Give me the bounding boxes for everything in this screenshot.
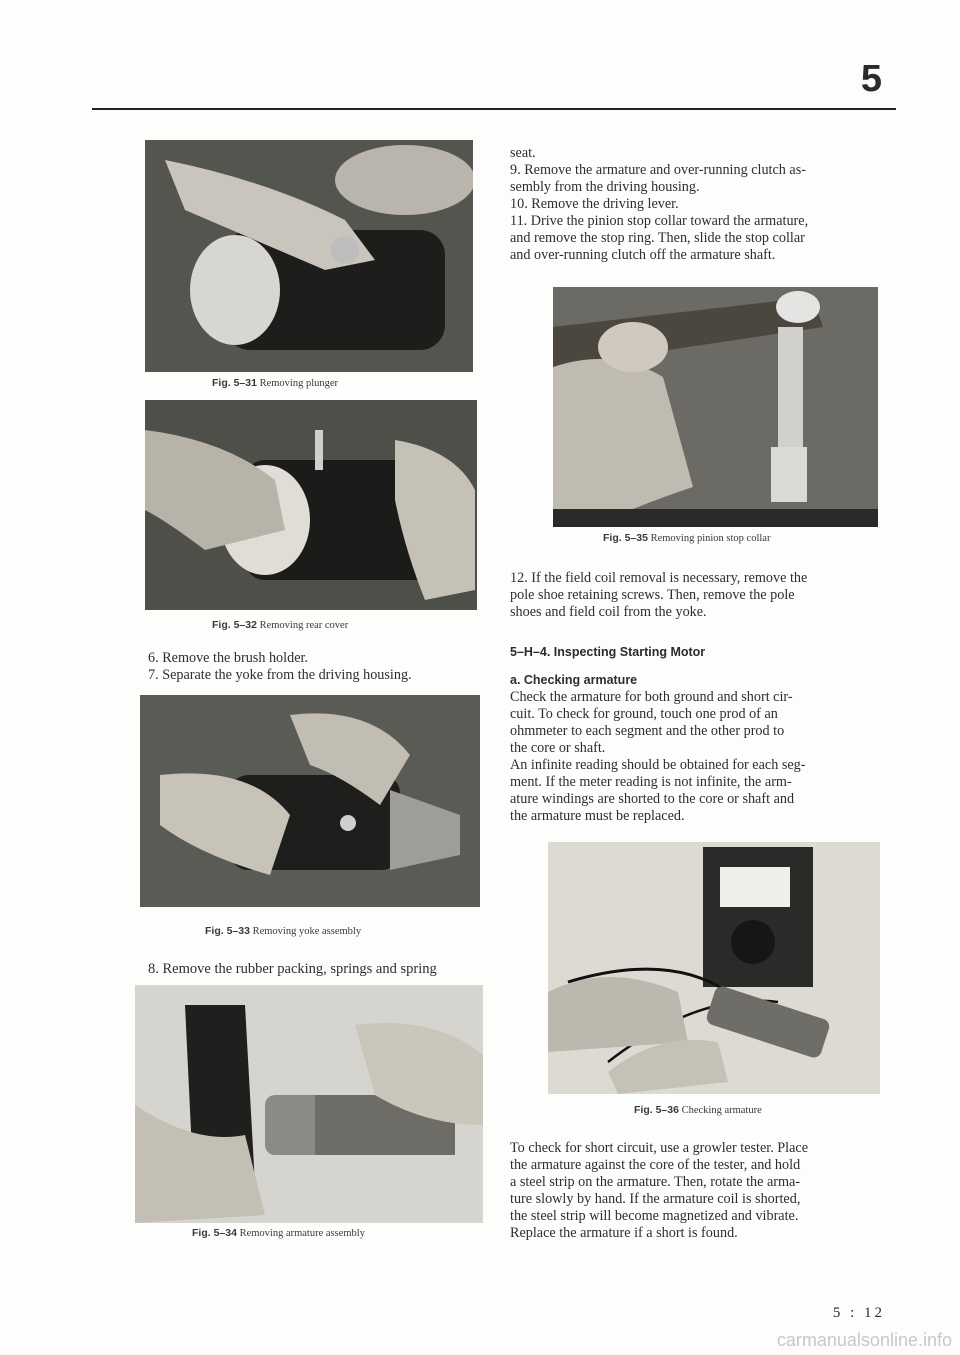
steps-9-11: [510, 145, 880, 264]
caption-text: Removing rear cover: [259, 620, 349, 631]
watermark: carmanualsonline.info: [776, 1330, 952, 1350]
caption-text: Removing pinion stop collar: [650, 533, 771, 544]
caption-label: Fig. 5–35: [603, 532, 648, 544]
text-line: seat.: [510, 145, 536, 161]
caption-fig-5-33: [205, 925, 361, 937]
text-line: a steel strip on the armature. Then, rotate the arma-: [510, 1174, 801, 1190]
steps-6-7: [148, 650, 488, 684]
text-line: 11. Drive the pinion stop collar toward the armature,: [510, 213, 809, 229]
photo-removing-plunger: [145, 140, 473, 372]
text-line: and over-running clutch off the armature shaft.: [510, 247, 776, 263]
step-8: [148, 961, 493, 978]
caption-text: Checking armature: [681, 1105, 762, 1116]
step-12: [510, 570, 880, 621]
caption-fig-5-35: [603, 532, 770, 544]
caption-fig-5-31: [212, 377, 338, 389]
step-8-text: 8. Remove the rubber packing, springs and spring: [148, 961, 437, 977]
caption-text: Removing plunger: [259, 378, 339, 389]
caption-label: Fig. 5–31: [212, 377, 257, 389]
sub-heading: a. Checking armature: [510, 673, 638, 687]
photo-removing-armature: [135, 985, 483, 1223]
text-line: 12. If the field coil removal is necessary, remove the: [510, 570, 808, 586]
photo-checking-armature: [548, 842, 880, 1094]
header-rule: [92, 108, 896, 110]
caption-fig-5-32: [212, 619, 348, 631]
caption-label: Fig. 5–34: [192, 1227, 237, 1239]
text-line: Check the armature for both ground and short cir-: [510, 689, 793, 705]
text-line: shoes and field coil from the yoke.: [510, 604, 707, 620]
page-number: 5 : 12: [832, 1305, 885, 1321]
text-line: the armature must be replaced.: [510, 808, 685, 824]
caption-label: Fig. 5–33: [205, 925, 250, 937]
text-line: the armature against the core of the tester, and hold: [510, 1157, 801, 1173]
text-line: cuit. To check for ground, touch one prod of an: [510, 706, 778, 722]
text-line: ohmmeter to each segment and the other prod to: [510, 723, 785, 739]
caption-label: Fig. 5–32: [212, 619, 257, 631]
photo-removing-pinion-stop-collar: [553, 287, 878, 527]
text-line: the steel strip will become magnetized and vibrate.: [510, 1208, 799, 1224]
text-line: 10. Remove the driving lever.: [510, 196, 679, 212]
text-line: pole shoe retaining screws. Then, remove the pole: [510, 587, 795, 603]
growler-test-block: [510, 1140, 885, 1242]
photo-removing-rear-cover: [145, 400, 477, 610]
text-line: the core or shaft.: [510, 740, 606, 756]
text-line: sembly from the driving housing.: [510, 179, 700, 195]
photo-removing-yoke: [140, 695, 480, 907]
caption-text: Removing armature assembly: [239, 1228, 365, 1239]
text-line: To check for short circuit, use a growler tester. Place: [510, 1140, 809, 1156]
caption-label: Fig. 5–36: [634, 1104, 679, 1116]
caption-fig-5-34: [192, 1227, 365, 1239]
text-line: Replace the armature if a short is found.: [510, 1225, 738, 1241]
step-7: 7. Separate the yoke from the driving housing.: [148, 667, 412, 683]
checking-armature-block: [510, 672, 880, 825]
text-line: ture slowly by hand. If the armature coil is shorted,: [510, 1191, 801, 1207]
step-6: 6. Remove the brush holder.: [148, 650, 308, 666]
section-heading: 5–H–4. Inspecting Starting Motor: [510, 645, 706, 659]
caption-text: Removing yoke assembly: [252, 926, 362, 937]
text-line: An infinite reading should be obtained for each seg-: [510, 757, 806, 773]
text-line: ment. If the meter reading is not infinite, the arm-: [510, 774, 792, 790]
text-line: and remove the stop ring. Then, slide the stop collar: [510, 230, 805, 246]
text-line: 9. Remove the armature and over-running clutch as-: [510, 162, 806, 178]
caption-fig-5-36: [634, 1104, 762, 1116]
text-line: ature windings are shorted to the core or shaft and: [510, 791, 795, 807]
chapter-number: 5: [860, 58, 882, 100]
